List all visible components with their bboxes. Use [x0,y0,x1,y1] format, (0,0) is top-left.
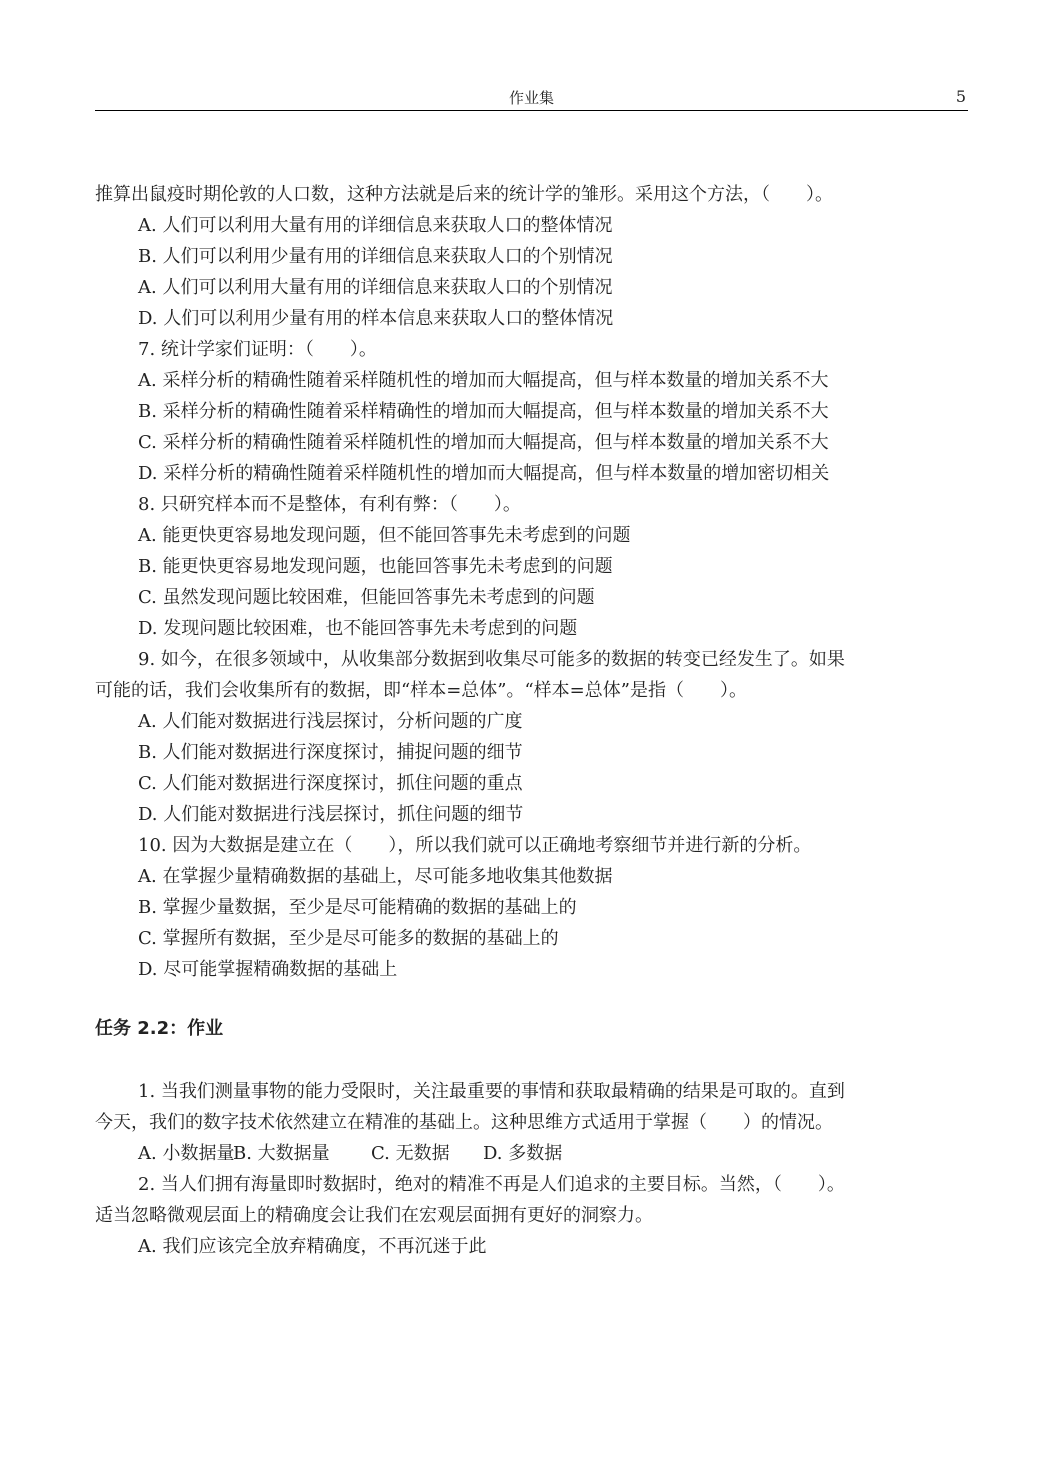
text-line: A. 在掌握少量精确数据的基础上，尽可能多地收集其他数据 [138,866,613,887]
question-2-option-a: A. 我们应该完全放弃精确度，不再沉迷于此 [138,1236,487,1257]
text-line: D. 采样分析的精确性随着采样随机性的增加而大幅提高，但与样本数量的增加密切相关 [138,463,830,484]
text-line: 9. 如今，在很多领域中，从收集部分数据到收集尽可能多的数据的转变已经发生了。如果 [138,649,845,670]
text-line: B. 能更快更容易地发现问题，也能回答事先未考虑到的问题 [138,556,613,577]
text-line: 10. 因为大数据是建立在（ ），所以我们就可以正确地考察细节并进行新的分析。 [138,835,812,856]
option-c: C. 无数据 [371,1143,450,1164]
text-line: C. 采样分析的精确性随着采样随机性的增加而大幅提高，但与样本数量的增加关系不大 [138,432,829,453]
question-2-line-1: 2. 当人们拥有海量即时数据时，绝对的精准不再是人们追求的主要目标。当然，（ ）。 [138,1174,845,1195]
section-questions-6-10 [95,179,975,985]
page-number: 5 [955,87,966,106]
question-1-line-2: 今天，我们的数字技术依然建立在精准的基础上。这种思维方式适用于掌握（ ）的情况。 [95,1112,833,1133]
section-heading: 任务 2.2：作业 [95,1018,224,1039]
text-line: B. 人们可以利用少量有用的详细信息来获取人口的个别情况 [138,246,613,267]
text-line: D. 人们能对数据进行浅层探讨，抓住问题的细节 [138,804,524,825]
text-line: D. 人们可以利用少量有用的样本信息来获取人口的整体情况 [138,308,614,329]
text-line: 可能的话，我们会收集所有的数据，即“样本=总体”。“样本=总体”是指（ ）。 [95,680,747,701]
text-line: 7. 统计学家们证明：（ ）。 [138,339,377,360]
question-1-options [95,1138,975,1169]
option-d: D. 多数据 [483,1143,563,1164]
option-a: A. 小数据量 [138,1143,235,1164]
page-content [95,179,975,1262]
text-line: A. 采样分析的精确性随着采样随机性的增加而大幅提高，但与样本数量的增加关系不大 [138,370,829,391]
text-line: B. 采样分析的精确性随着采样精确性的增加而大幅提高，但与样本数量的增加关系不大 [138,401,829,422]
text-line: A. 能更快更容易地发现问题，但不能回答事先未考虑到的问题 [138,525,631,546]
text-line: A. 人们可以利用大量有用的详细信息来获取人口的个别情况 [138,277,613,298]
text-line: D. 发现问题比较困难，也不能回答事先未考虑到的问题 [138,618,578,639]
question-2-line-2: 适当忽略微观层面上的精确度会让我们在宏观层面拥有更好的洞察力。 [95,1205,653,1226]
text-line: 8. 只研究样本而不是整体，有利有弊：（ ）。 [138,494,521,515]
text-line: A. 人们可以利用大量有用的详细信息来获取人口的整体情况 [138,215,613,236]
text-line: D. 尽可能掌握精确数据的基础上 [138,959,398,980]
page-header [95,86,968,111]
text-line: A. 人们能对数据进行浅层探讨，分析问题的广度 [138,711,523,732]
text-line: 推算出鼠疫时期伦敦的人口数，这种方法就是后来的统计学的雏形。采用这个方法，（ ）。 [95,184,833,205]
text-line: B. 人们能对数据进行深度探讨，捕捉问题的细节 [138,742,523,763]
text-line: C. 虽然发现问题比较困难，但能回答事先未考虑到的问题 [138,587,595,608]
text-line: C. 人们能对数据进行深度探讨，抓住问题的重点 [138,773,523,794]
question-1-line-1: 1. 当我们测量事物的能力受限时，关注最重要的事情和获取最精确的结果是可取的。直到 [138,1081,845,1102]
header-title: 作业集 [508,89,554,107]
text-line: C. 掌握所有数据，至少是尽可能多的数据的基础上的 [138,928,559,949]
text-line: B. 掌握少量数据，至少是尽可能精确的数据的基础上的 [138,897,577,918]
option-b: B. 大数据量 [233,1143,330,1164]
